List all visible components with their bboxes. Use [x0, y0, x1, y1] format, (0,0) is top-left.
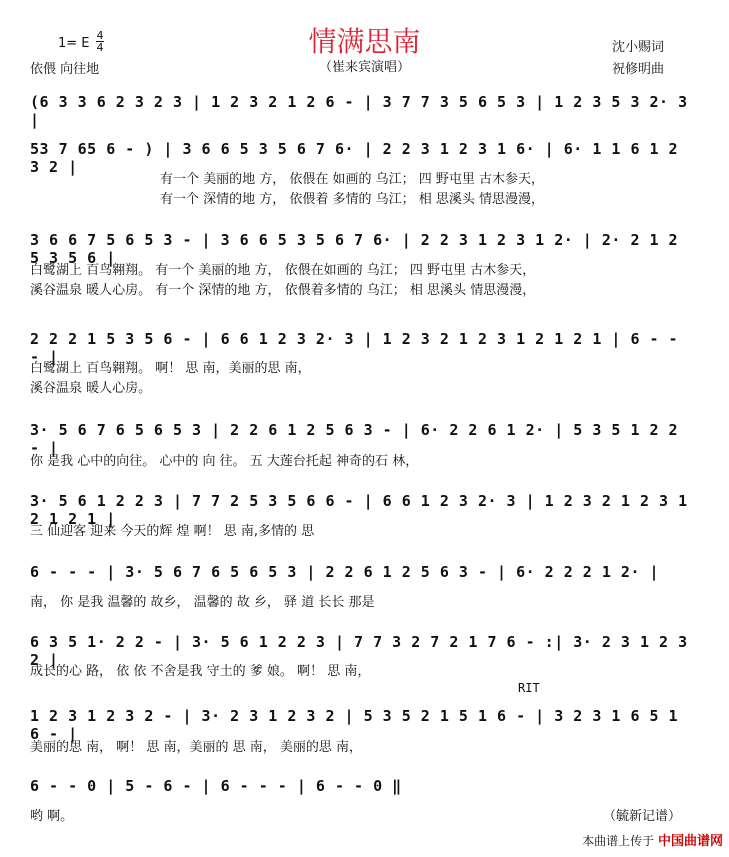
score-row-8: 6 3 5 1· 2 2 - | 3· 5 6 1 2 2 3 | 7 7 3 2 7 2 1 7 6 - :| 3· 2 3 1 2 3 2 | [30, 633, 688, 669]
lyrics-row-3-verse-1: 白鹭湖上 百鸟翱翔。 有一个 美丽的地 方， 依偎在如画的 乌江； 四 野屯里 古木参天， [30, 263, 536, 278]
score-row-5: 3· 5 6 7 6 5 6 5 3 | 2 2 6 1 2 5 6 3 - | 6· 2 2 6 1 2· | 5 3 5 1 2 2 - | [30, 421, 679, 457]
lyrics-row-7: 南， 你 是我 温馨的 故乡， 温馨的 故 乡， 驿 道 长长 那是 [30, 595, 375, 610]
lyrics-row-4-verse-2: 溪谷温泉 暖人心房。 [30, 381, 152, 396]
score-row-1: (6 3 3 6 2 3 2 3 | 1 2 3 2 1 2 6 - | 3 7 7 3 5 6 5 3 | 1 2 3 5 3 2· 3 | [30, 93, 688, 129]
time-signature-bottom: 4 [96, 41, 104, 54]
ritardando-mark: RIT [518, 681, 540, 695]
lyrics-row-3-verse-2: 溪谷温泉 暖人心房。 有一个 深情的地 方， 依偎着多情的 乌江； 相 思溪头 情思漫漫， [30, 283, 536, 298]
score-row-6: 3· 5 6 1 2 2 3 | 7 7 2 5 3 5 6 6 - | 6 6 1 2 3 2· 3 | 1 2 3 2 1 2 3 1 2 1 2 1 | [30, 492, 688, 528]
site-logo[interactable]: 中国曲谱网 [657, 834, 723, 849]
key-signature: 1= E [58, 36, 90, 51]
singer-credit: （崔来宾演唱） [318, 60, 410, 75]
song-title: 情满思南 [308, 25, 421, 58]
score-row-2: 53 7 65 6 - ) | 3 6 6 5 3 5 6 7 6· | 2 2 3 1 2 3 1 6· | 6· 1 1 6 1 2 3 2 | [30, 140, 679, 176]
lyrics-row-4-verse-1: 白鹭湖上 百鸟翱翔。 啊！ 思 南，美丽的思 南， [30, 361, 311, 376]
upload-footer [582, 830, 723, 849]
score-row-9: 1 2 3 1 2 3 2 - | 3· 2 3 1 2 3 2 | 5 3 5 2 1 5 1 6 - | 3 2 3 1 6 5 1 6 - | [30, 707, 679, 743]
score-row-10: 6 - - 0 | 5 - 6 - | 6 - - - | 6 - - 0 ‖ [30, 777, 402, 795]
lyrics-row-5: 你 是我 心中的向往。 心中的 向 往。 五 大莲台托起 神奇的石 林， [30, 454, 419, 469]
lyrics-row-2-verse-1: 有一个 美丽的地 方， 依偎在 如画的 乌江； 四 野屯里 古木参天， [160, 172, 545, 187]
composer-credit: 祝修明曲 [612, 62, 665, 77]
score-row-3: 3 6 6 7 5 6 5 3 - | 3 6 6 5 3 5 6 7 6· | 2 2 3 1 2 3 1 2· | 2· 2 1 2 5 3 5 6 | [30, 231, 679, 267]
lyrics-row-6: 三 仙迎客 迎来 今天的辉 煌 啊！ 思 南,多情的 思 [30, 524, 315, 539]
lyrics-row-2-verse-2: 有一个 深情的地 方， 依偎着 多情的 乌江； 相 思溪头 情思漫漫， [160, 192, 545, 207]
score-row-4: 2 2 2 1 5 3 5 6 - | 6 6 1 2 3 2· 3 | 1 2 3 2 1 2 3 1 2 1 2 1 | 6 - - - | [30, 330, 679, 366]
lyrics-row-10: 哟 啊。 [30, 809, 74, 824]
lyricist-credit: 沈小赐词 [612, 40, 665, 55]
lyrics-row-8: 成长的心 路， 依 依 不舍是我 守土的 爹 娘。 啊！ 思 南， [30, 664, 371, 679]
time-signature-top: 4 [96, 29, 104, 42]
transcriber-credit: （毓新记谱） [603, 809, 682, 824]
lyrics-row-9: 美丽的思 南， 啊！ 思 南，美丽的 思 南， 美丽的思 南， [30, 740, 363, 755]
upload-label: 本曲谱上传于 [582, 834, 655, 848]
time-signature [96, 30, 104, 53]
score-row-7: 6 - - - | 3· 5 6 7 6 5 6 5 3 | 2 2 6 1 2 5 6 3 - | 6· 2 2 2 1 2· | [30, 563, 660, 581]
tempo-marking: 依偎 向往地 [30, 62, 100, 77]
